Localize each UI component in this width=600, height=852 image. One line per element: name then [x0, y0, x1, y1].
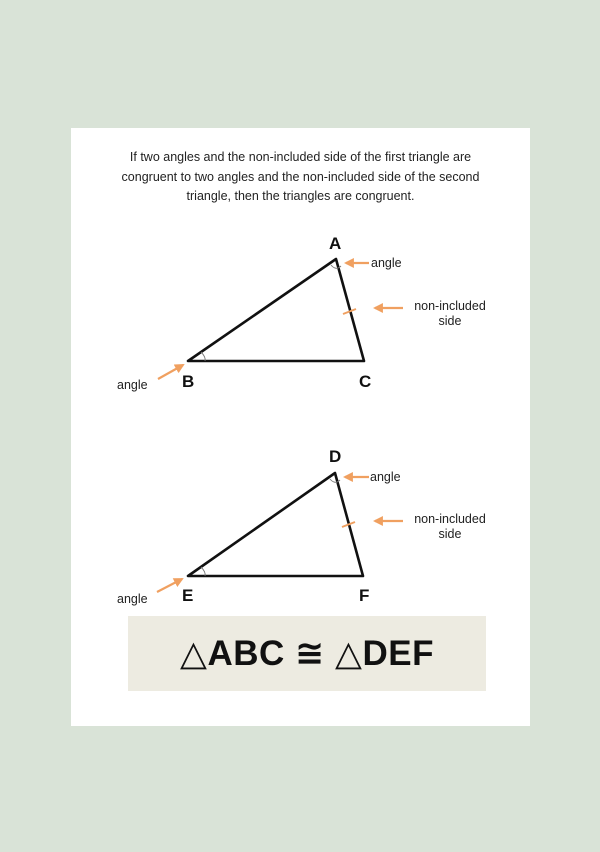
vertex-e-label: E [182, 586, 194, 605]
triangle-abc-outline [188, 259, 364, 361]
angle-b-arrow [158, 365, 183, 379]
side-df-label [405, 512, 495, 542]
side-ac-label-line-2: side [438, 314, 462, 328]
angle-a-arc [331, 265, 341, 268]
angle-a-label: angle [371, 256, 402, 270]
content-card [71, 128, 530, 726]
angle-b-label: angle [117, 378, 148, 392]
angle-b-arc [201, 352, 205, 361]
theorem-line-3: triangle, then the triangles are congruent. [186, 189, 415, 203]
triangle-def [157, 473, 403, 592]
triangle-def-outline [188, 473, 363, 576]
angle-e-label: angle [117, 592, 148, 606]
side-ac-label-line-1: non-included [414, 299, 486, 313]
vertex-a-label: A [329, 234, 342, 253]
vertex-b-label: B [182, 372, 195, 391]
theorem-line-1: If two angles and the non-included side of the first triangle are [129, 150, 472, 164]
side-df-label-line-1: non-included [414, 512, 486, 526]
side-df-label-line-2: side [438, 527, 462, 541]
angle-d-arc [330, 479, 340, 482]
congruence-text: △ABC ≅ △DEF [180, 633, 434, 673]
triangle-abc [158, 259, 403, 379]
angle-d-label: angle [370, 470, 401, 484]
vertex-c-label: C [359, 372, 372, 391]
angle-e-arrow [157, 579, 182, 592]
angle-e-arc [201, 567, 205, 576]
vertex-d-label: D [329, 447, 342, 466]
vertex-f-label: F [359, 586, 370, 605]
congruence-statement [128, 616, 486, 691]
theorem-line-2: congruent to two angles and the non-included side of the second [121, 169, 480, 184]
side-ac-label [405, 299, 495, 329]
